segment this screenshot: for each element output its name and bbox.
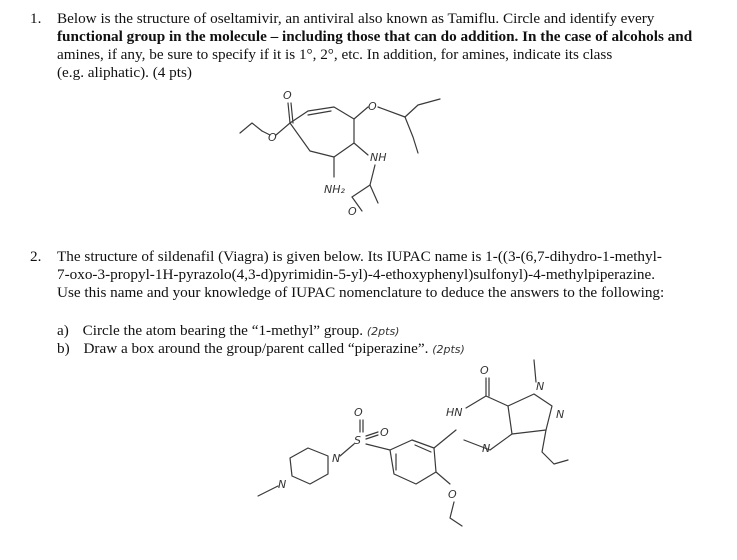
ester-oxygen-label: O bbox=[268, 131, 277, 144]
part-a-points: (2pts) bbox=[366, 325, 400, 338]
pyrazole-n-label-2: N bbox=[556, 408, 565, 421]
question-1 bbox=[30, 10, 730, 90]
ether-oxygen-label: O bbox=[368, 100, 377, 113]
sulfur-label: S bbox=[354, 434, 361, 447]
ring-n-label: N bbox=[482, 442, 491, 455]
question-2 bbox=[30, 248, 730, 308]
part-a-text: Circle the atom bearing the “1-methyl” group. bbox=[82, 322, 364, 339]
sulfonyl-oxygen-label-2: O bbox=[380, 426, 389, 439]
question-1-number: 1. bbox=[30, 10, 42, 27]
oseltamivir-structure bbox=[230, 85, 490, 220]
hn-label: HN bbox=[446, 406, 463, 419]
ethoxy-oxygen-label: O bbox=[448, 488, 457, 501]
part-b-label: b) bbox=[57, 340, 70, 357]
piperazine-n-label-1: N bbox=[278, 478, 287, 491]
question-2-number: 2. bbox=[30, 248, 42, 265]
q1-line-4: (e.g. aliphatic). (4 pts) bbox=[57, 64, 192, 81]
part-b-points: (2pts) bbox=[432, 343, 465, 356]
question-2-text bbox=[57, 248, 664, 302]
sulfonyl-oxygen-label-1: O bbox=[354, 406, 363, 419]
q2-line-3: Use this name and your knowledge of IUPAC nomenclature to deduce the answers to the following: bbox=[57, 284, 665, 301]
carbonyl-oxygen-label: O bbox=[480, 364, 489, 377]
piperazine-n-label-2: N bbox=[332, 452, 341, 465]
part-b bbox=[57, 340, 465, 359]
pyrazole-n-label-1: N bbox=[536, 380, 545, 393]
q2-line-2: 7-oxo-3-propyl-1H-pyrazolo(4,3-d)pyrimidin-5-yl)-4-ethoxyphenyl)sulfonyl)-4-methylpiperazine. bbox=[57, 266, 656, 283]
q1-line-2-bold: functional group in the molecule – including those that can do addition. In the case of alcohols and bbox=[57, 28, 693, 45]
part-b-text: Draw a box around the group/parent called “piperazine”. bbox=[83, 340, 429, 357]
amide-oxygen-label: O bbox=[348, 205, 357, 218]
q1-line-1: Below is the structure of oseltamivir, an antiviral also known as Tamiflu. Circle and identify every bbox=[57, 10, 655, 27]
question-1-text bbox=[57, 10, 692, 82]
q1-line-3: amines, if any, be sure to specify if it is 1°, 2°, etc. In addition, for amines, indicate its class bbox=[57, 46, 613, 63]
nh-label: NH bbox=[370, 151, 387, 164]
q2-line-1: The structure of sildenafil (Viagra) is given below. Its IUPAC name is 1-((3-(6,7-dihydro-1-methyl- bbox=[57, 248, 662, 265]
carbonyl-oxygen-label: O bbox=[283, 89, 292, 102]
part-a bbox=[57, 322, 399, 341]
nh2-label: NH₂ bbox=[324, 183, 345, 196]
part-a-label: a) bbox=[57, 322, 69, 339]
sildenafil-structure bbox=[250, 360, 580, 555]
